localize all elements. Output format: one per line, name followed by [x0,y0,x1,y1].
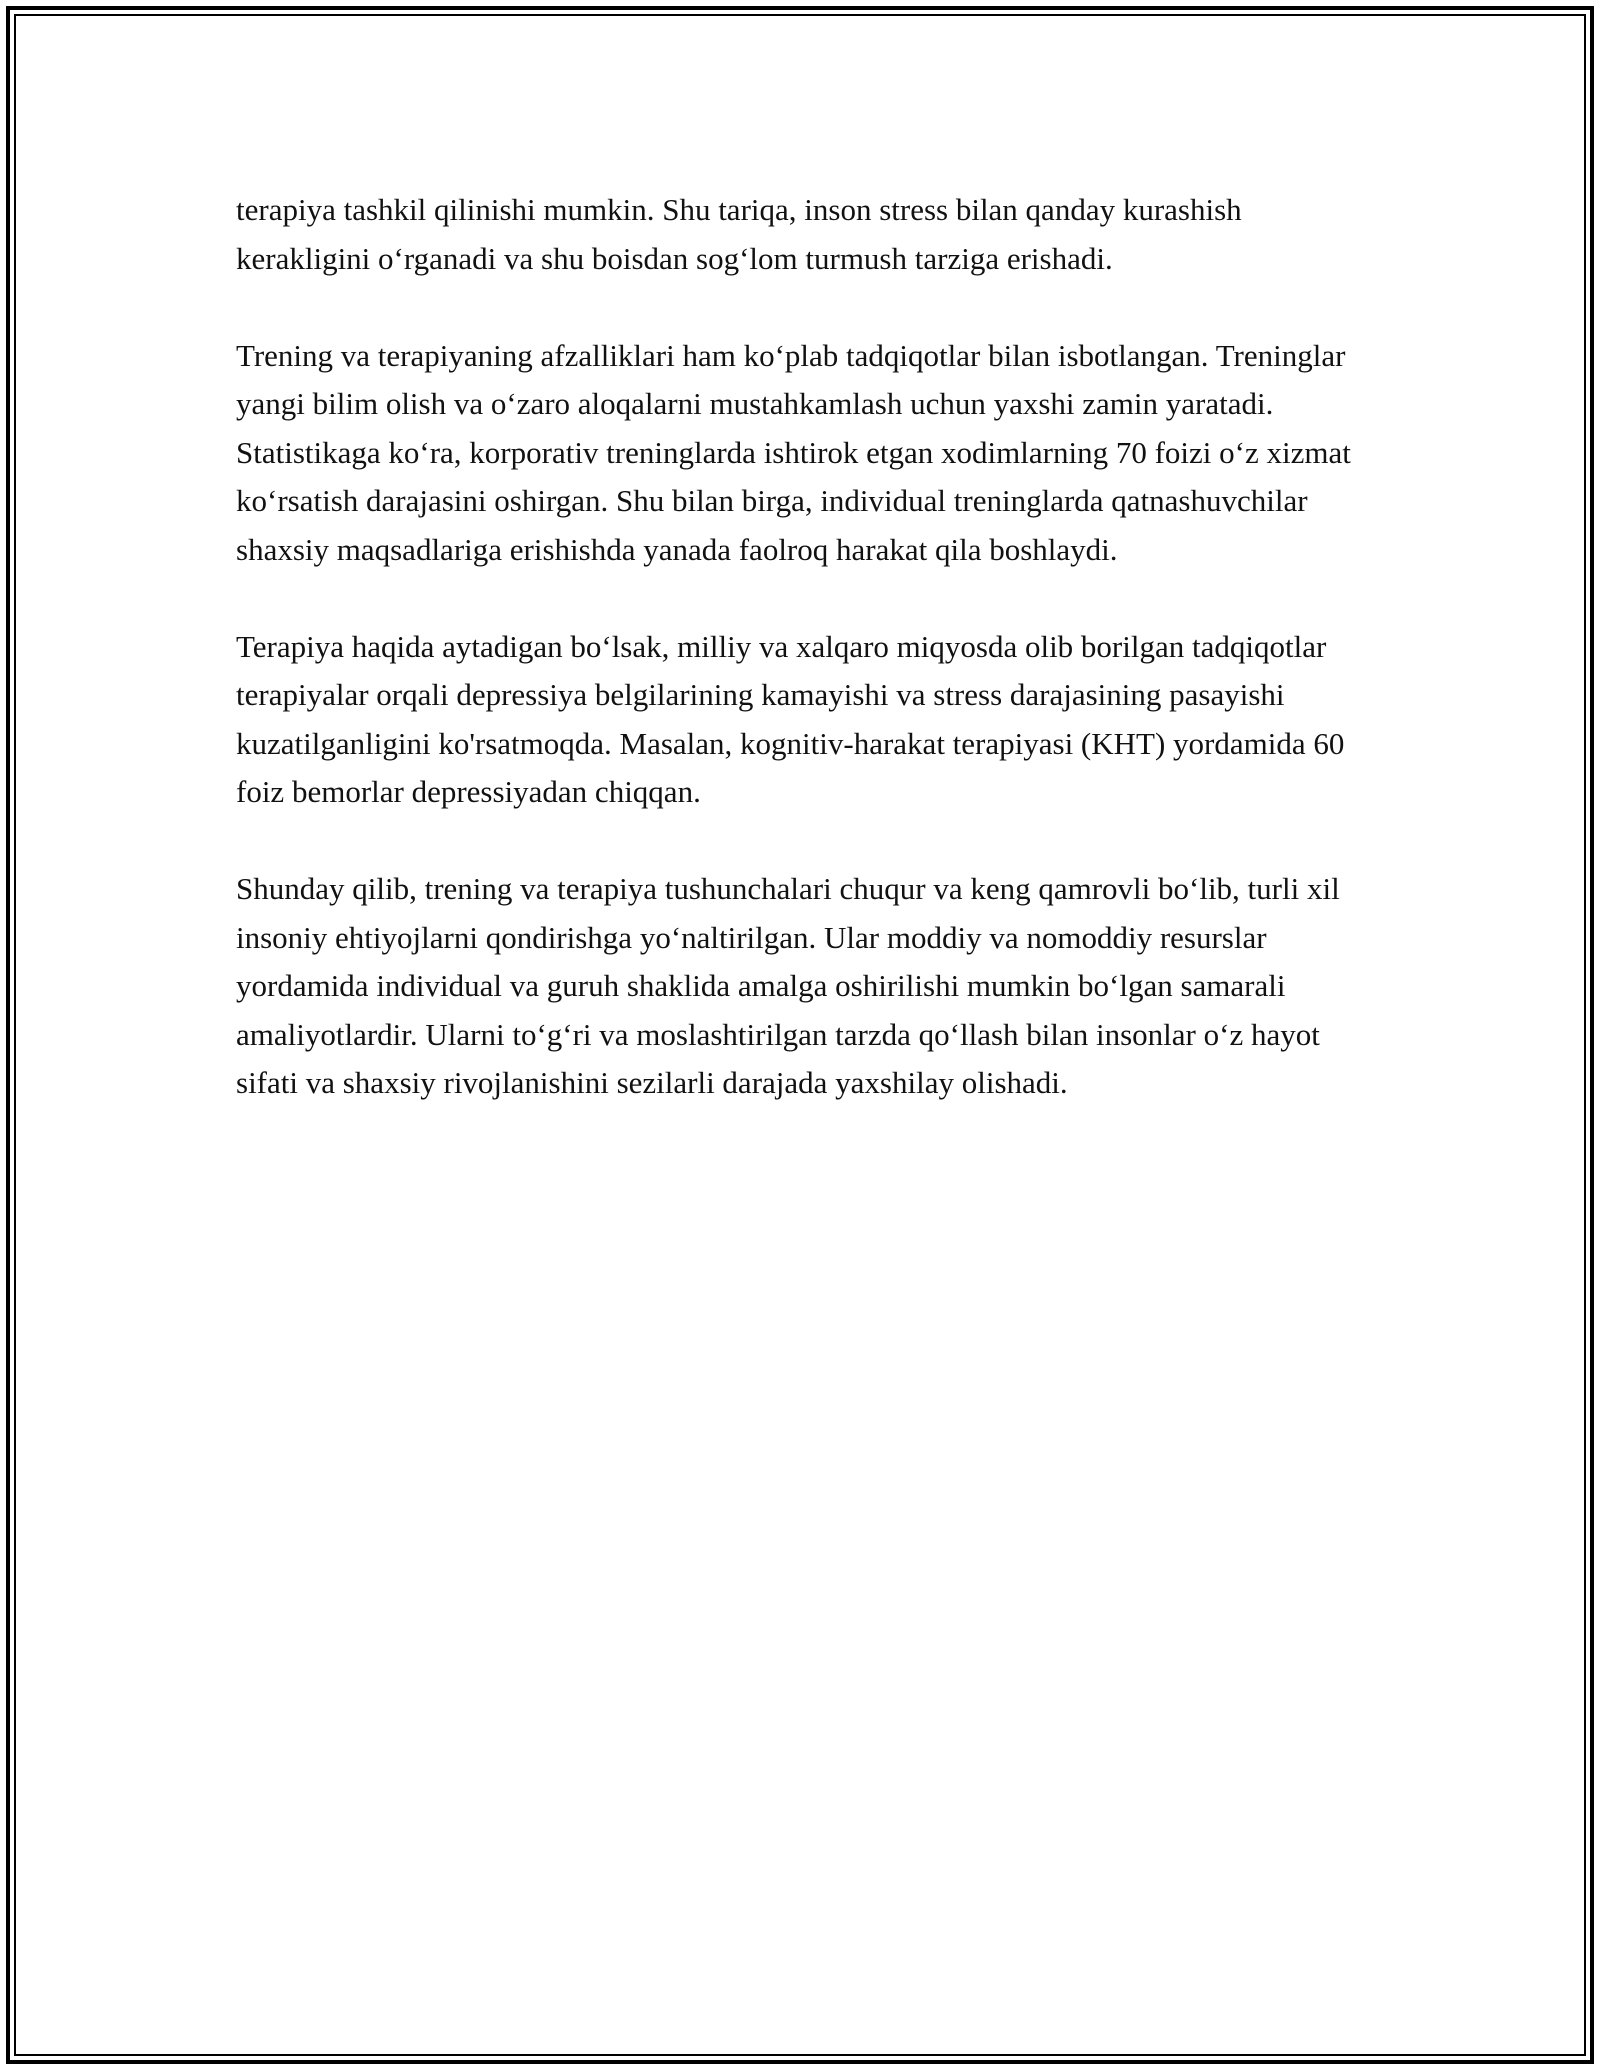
paragraph-2: Trening va terapiyaning afzalliklari ham ko‘plab tadqiqotlar bilan isbotlangan. Treninglar yangi bilim olish va o‘zaro aloqalarni mustahkamlash uchun yaxshi zamin yaratadi. Statistikaga ko‘ra, korporativ treninglarda ishtirok etgan xodimlarning 70 foizi o‘z xizmat ko‘rsatish darajasini oshirgan. Shu bilan birga, individual treninglarda qatnashuvchilar shaxsiy maqsadlariga erishishda yanada faolroq harakat qila boshlaydi. [236,337,1351,567]
paragraph-3: Terapiya haqida aytadigan bo‘lsak, milliy va xalqaro miqyosda olib borilgan tadqiqotlar terapiyalar orqali depressiya belgilarining kamayishi va stress darajasining pasayishi kuzatilganligini ko'rsatmoqda. Masalan, kognitiv-harakat terapiyasi (KHT) yordamida 60 foiz bemorlar depressiyadan chiqqan. [236,628,1345,809]
paragraph-4: Shunday qilib, trening va terapiya tushunchalari chuqur va keng qamrovli bo‘lib, turli xil insoniy ehtiyojlarni qondirishga yo‘naltirilgan. Ular moddiy va nomoddiy resurslar yordamida individual va guruh shaklida amalga oshirilishi mumkin bo‘lgan samarali amaliyotlardir. Ularni to‘g‘ri va moslashtirilgan tarzda qo‘llash bilan insonlar o‘z hayot sifati va shaxsiy rivojlanishini sezilarli darajada yaxshilay olishadi. [236,871,1340,1100]
paragraph-1: terapiya tashkil qilinishi mumkin. Shu tariqa, inson stress bilan qanday kurashish kerakligini o‘rganadi va shu boisdan sog‘lom turmush tarziga erishadi. [236,192,1242,276]
document-body [236,186,1376,1156]
